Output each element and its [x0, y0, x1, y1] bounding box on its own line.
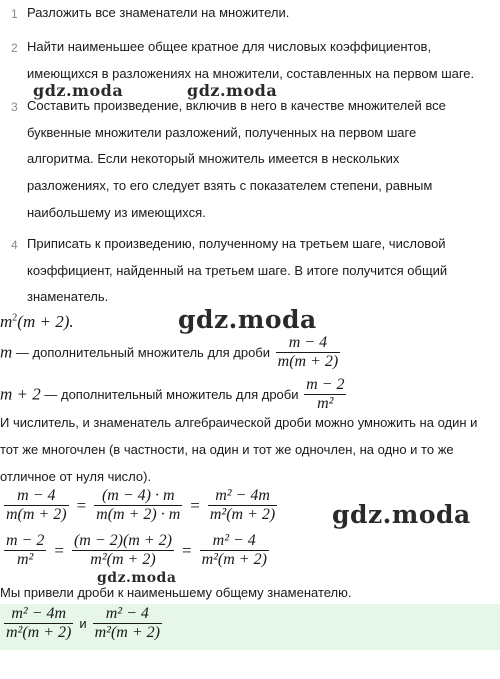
equals-sign: =: [190, 495, 200, 515]
denominator: m²(m + 2): [6, 624, 72, 641]
additional-factor-1: [0, 334, 342, 371]
and-word: и: [79, 616, 87, 631]
fraction: [208, 487, 277, 524]
denominator: m²(m + 2): [209, 506, 276, 523]
step-number: 3: [11, 100, 18, 114]
numerator: m − 4: [288, 334, 328, 351]
numerator: m − 2: [6, 532, 45, 549]
equals-sign: =: [54, 540, 64, 560]
equation-1: [2, 487, 279, 524]
fraction: [4, 532, 46, 569]
fraction: [200, 532, 269, 569]
lcd-rest: (m + 2).: [17, 312, 74, 331]
fraction: [94, 487, 182, 524]
step-text: знаменатель.: [27, 289, 109, 304]
step-text: алгоритма. Если некоторый множитель имеется в нескольких: [27, 151, 400, 166]
factor-lead: m + 2: [0, 384, 41, 404]
step-text: буквенные множители разложений, полученных на первом шаге: [27, 125, 417, 140]
numerator: m² − 4: [105, 605, 149, 622]
numerator: m² − 4m: [215, 487, 270, 504]
lcd-base: m: [0, 312, 13, 331]
fraction: [304, 376, 346, 413]
denominator: m(m + 2): [6, 506, 67, 523]
numerator: m − 4: [17, 487, 56, 504]
paragraph-line: тот же многочлен (в частности, на один и тот же одночлен, на одно и то же: [0, 442, 454, 457]
result-expression: [2, 605, 164, 642]
step-text: Составить произведение, включив в него в качестве множителей все: [27, 98, 446, 113]
step-text: Разложить все знаменатели на множители.: [27, 5, 290, 20]
paragraph-line: И числитель, и знаменатель алгебраической дроби можно умножить на один и: [0, 415, 478, 430]
fraction: [72, 532, 174, 569]
step-number: 4: [11, 238, 18, 252]
denominator: m²: [304, 394, 346, 413]
numerator: m² − 4: [212, 532, 256, 549]
factor-text: — дополнительный множитель для дроби: [15, 345, 271, 360]
denominator: m²: [4, 550, 46, 569]
conclusion-text: Мы привели дроби к наименьшему общему знаменателю.: [0, 585, 352, 600]
fraction: [4, 605, 73, 642]
step-text: наибольшему из имеющихся.: [27, 205, 206, 220]
denominator: m(m + 2): [277, 353, 339, 370]
watermark: gdz.moda: [178, 305, 317, 334]
step-number: 1: [11, 7, 18, 21]
watermark: gdz.moda: [33, 81, 124, 100]
lcd-expression: [0, 312, 74, 332]
fraction: [276, 334, 341, 371]
equation-2: [2, 532, 271, 569]
numerator: m² − 4m: [11, 605, 67, 622]
additional-factor-2: [0, 376, 348, 413]
watermark: gdz.moda: [97, 570, 177, 586]
step-text: коэффициент, найденный на третьем шаге. В итоге получится общий: [27, 263, 448, 278]
denominator: m²(m + 2): [94, 624, 160, 641]
step-text: Найти наименьшее общее кратное для числовых коэффициентов,: [27, 39, 432, 54]
watermark: gdz.moda: [332, 500, 471, 529]
numerator: (m − 2)(m + 2): [73, 532, 172, 549]
paragraph-line: отличное от нуля число).: [0, 469, 152, 484]
step-text: Приписать к произведению, полученному на третьем шаге, числовой: [27, 236, 446, 251]
factor-lead: m: [0, 342, 13, 362]
step-text: разложениях, то его следует взять с показателем степени, равным: [27, 178, 433, 193]
lcd-exponent: 2: [12, 312, 18, 324]
fraction: [93, 605, 162, 642]
numerator: (m − 4) · m: [101, 487, 175, 504]
equals-sign: =: [181, 540, 192, 560]
step-number: 2: [11, 41, 18, 55]
watermark: gdz.moda: [187, 81, 278, 100]
denominator: m²(m + 2): [72, 550, 174, 569]
denominator: m(m + 2) · m: [96, 506, 181, 523]
factor-text: — дополнительный множитель для дроби: [44, 387, 299, 402]
step-text: имеющихся в разложениях на множители, составленных на первом шаге.: [27, 66, 475, 81]
numerator: m − 2: [306, 376, 345, 393]
denominator: m²(m + 2): [201, 551, 267, 568]
equals-sign: =: [76, 495, 87, 515]
fraction: [4, 487, 69, 524]
